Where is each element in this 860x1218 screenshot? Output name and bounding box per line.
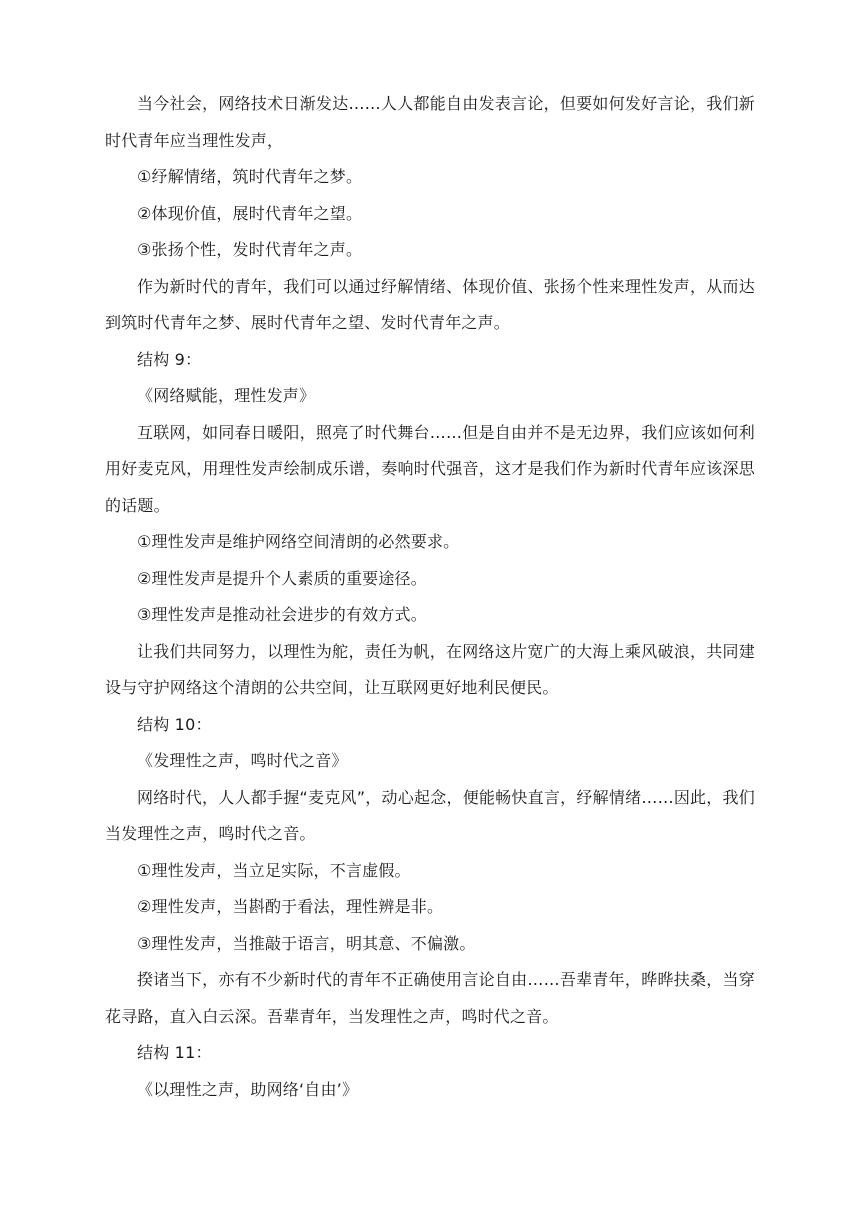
structure-heading-9: 结构 9： (137, 349, 202, 369)
point-10-1: ①理性发声，当立足实际，不言虚假。 (137, 860, 411, 880)
point-9-2: ②理性发声是提升个人素质的重要途径。 (137, 568, 427, 588)
document-page (105, 86, 755, 1108)
essay-title-9: 《网络赋能，理性发声》 (137, 386, 316, 405)
structure-heading-10: 结构 10： (137, 714, 212, 734)
conclusion-paragraph-9: 让我们共同努力，以理性为舵，责任为帆，在网络这片宽广的大海上乘风破浪，共同建设与守护网络这个清朗的公共空间，让互联网更好地利民便民。 (105, 641, 755, 697)
intro-paragraph-9: 互联网，如同春日暖阳，照亮了时代舞台……但是自由并不是无边界，我们应该如何利用好麦克风，用理性发声绘制成乐谱，奏响时代强音，这才是我们作为新时代青年应该深思的话题。 (105, 422, 755, 515)
essay-title-10: 《发理性之声，鸣时代之音》 (137, 751, 348, 770)
structure-heading-11: 结构 11： (137, 1043, 212, 1062)
intro-paragraph-10: 网络时代，人人都手握“麦克风”，动心起念，便能畅快直言，纾解情绪……因此，我们当发理性之声，鸣时代之音。 (105, 787, 755, 843)
intro-paragraph: 当今社会，网络技术日渐发达……人人都能自由发表言论，但要如何发好言论，我们新时代青年应当理性发声， (105, 94, 755, 150)
point-2: ②体现价值，展时代青年之望。 (137, 203, 363, 223)
conclusion-paragraph-10: 揆诸当下，亦有不少新时代的青年不正确使用言论自由……吾辈青年，晔晔扶桑，当穿花寻路，直入白云深。吾辈青年，当发理性之声，鸣时代之音。 (105, 970, 755, 1026)
conclusion-paragraph: 作为新时代的青年，我们可以通过纾解情绪、体现价值、张扬个性来理性发声，从而达到筑时代青年之梦、展时代青年之望、发时代青年之声。 (105, 276, 755, 332)
point-1: ①纾解情绪，筑时代青年之梦。 (137, 167, 363, 186)
point-10-2: ②理性发声，当斟酌于看法，理性辨是非。 (137, 897, 444, 916)
point-9-3: ③理性发声是推动社会进步的有效方式。 (137, 605, 427, 624)
point-10-3: ③理性发声，当推敲于语言，明其意、不偏激。 (137, 933, 476, 953)
point-3: ③张扬个性，发时代青年之声。 (137, 240, 363, 259)
point-9-1: ①理性发声是维护网络空间清朗的必然要求。 (137, 532, 460, 551)
essay-title-11: 《以理性之声，助网络‘自由’》 (137, 1079, 359, 1099)
